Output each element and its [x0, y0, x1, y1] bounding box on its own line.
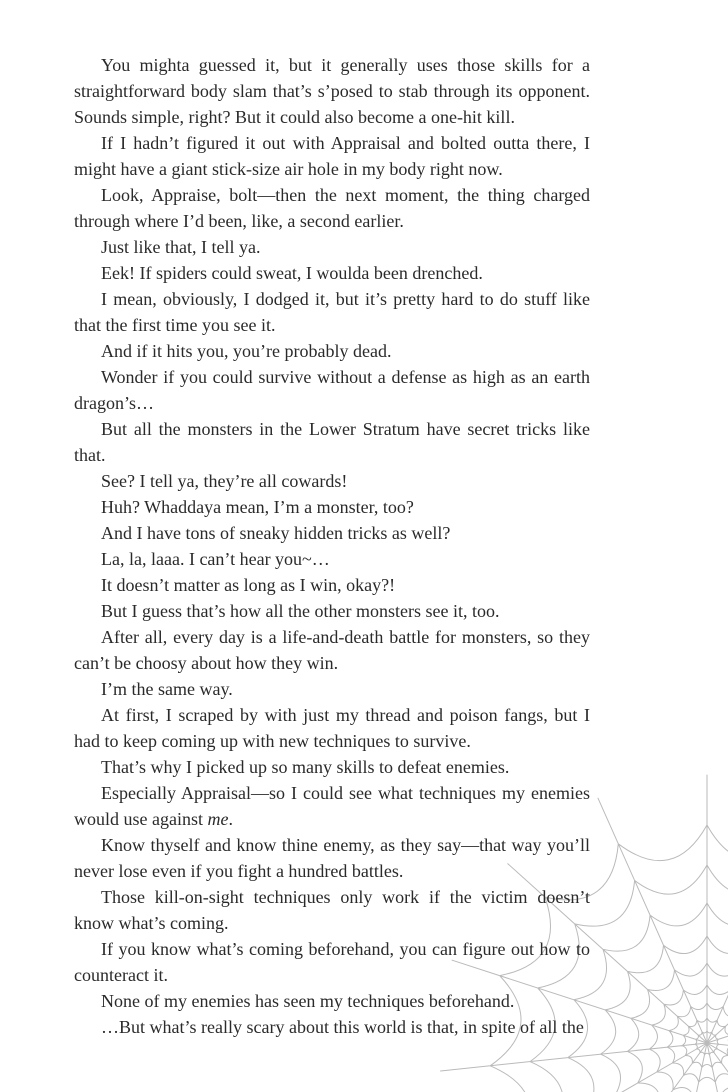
paragraph: And I have tons of sneaky hidden tricks as well?	[101, 523, 451, 543]
paragraph: If I hadn’t figured it out with Appraisal and bolted outta there, I might have a giant stick-size air hole in my body right now.	[74, 133, 590, 179]
paragraph: Just like that, I tell ya.	[101, 237, 261, 257]
paragraph: See? I tell ya, they’re all cowards!	[101, 471, 348, 491]
book-page-text	[74, 52, 590, 1040]
italic-word: me	[207, 809, 229, 829]
paragraph: If you know what’s coming beforehand, you can figure out how to counteract it.	[74, 939, 590, 985]
paragraph: Those kill-on-sight techniques only work if the victim doesn’t know what’s coming.	[74, 887, 590, 933]
paragraph: None of my enemies has seen my techniques beforehand.	[101, 991, 515, 1011]
paragraph: But all the monsters in the Lower Stratum have secret tricks like that.	[74, 419, 590, 465]
paragraph: It doesn’t matter as long as I win, okay?!	[101, 575, 396, 595]
paragraph: That’s why I picked up so many skills to defeat enemies.	[101, 757, 510, 777]
paragraph: …But what’s really scary about this world is that, in spite of all the	[101, 1017, 584, 1037]
paragraph: And if it hits you, you’re probably dead.	[101, 341, 392, 361]
paragraph: I’m the same way.	[101, 679, 233, 699]
paragraph: Know thyself and know thine enemy, as they say—that way you’ll never lose even if you fight a hundred battles.	[74, 835, 590, 881]
paragraph	[74, 780, 590, 832]
paragraph-text: .	[228, 809, 233, 829]
paragraph: After all, every day is a life-and-death battle for monsters, so they can’t be choosy about how they win.	[74, 627, 590, 673]
paragraph: Look, Appraise, bolt—then the next moment, the thing charged through where I’d been, like, a second earlier.	[74, 185, 590, 231]
paragraph-text: Especially Appraisal—so I could see what techniques my enemies would use against	[74, 783, 590, 829]
paragraph: La, la, laaa. I can’t hear you~…	[101, 549, 330, 569]
paragraph: Wonder if you could survive without a defense as high as an earth dragon’s…	[74, 367, 590, 413]
paragraph: Eek! If spiders could sweat, I woulda been drenched.	[101, 263, 483, 283]
paragraph: I mean, obviously, I dodged it, but it’s pretty hard to do stuff like that the first time you see it.	[74, 289, 590, 335]
paragraph: Huh? Whaddaya mean, I’m a monster, too?	[101, 497, 414, 517]
paragraph: You mighta guessed it, but it generally uses those skills for a straightforward body slam that’s s’posed to stab through its opponent. Sounds simple, right? But it could also become a one-hit kill.	[74, 55, 590, 127]
paragraph: At first, I scraped by with just my thread and poison fangs, but I had to keep coming up with new techniques to survive.	[74, 705, 590, 751]
paragraph: But I guess that’s how all the other monsters see it, too.	[101, 601, 500, 621]
